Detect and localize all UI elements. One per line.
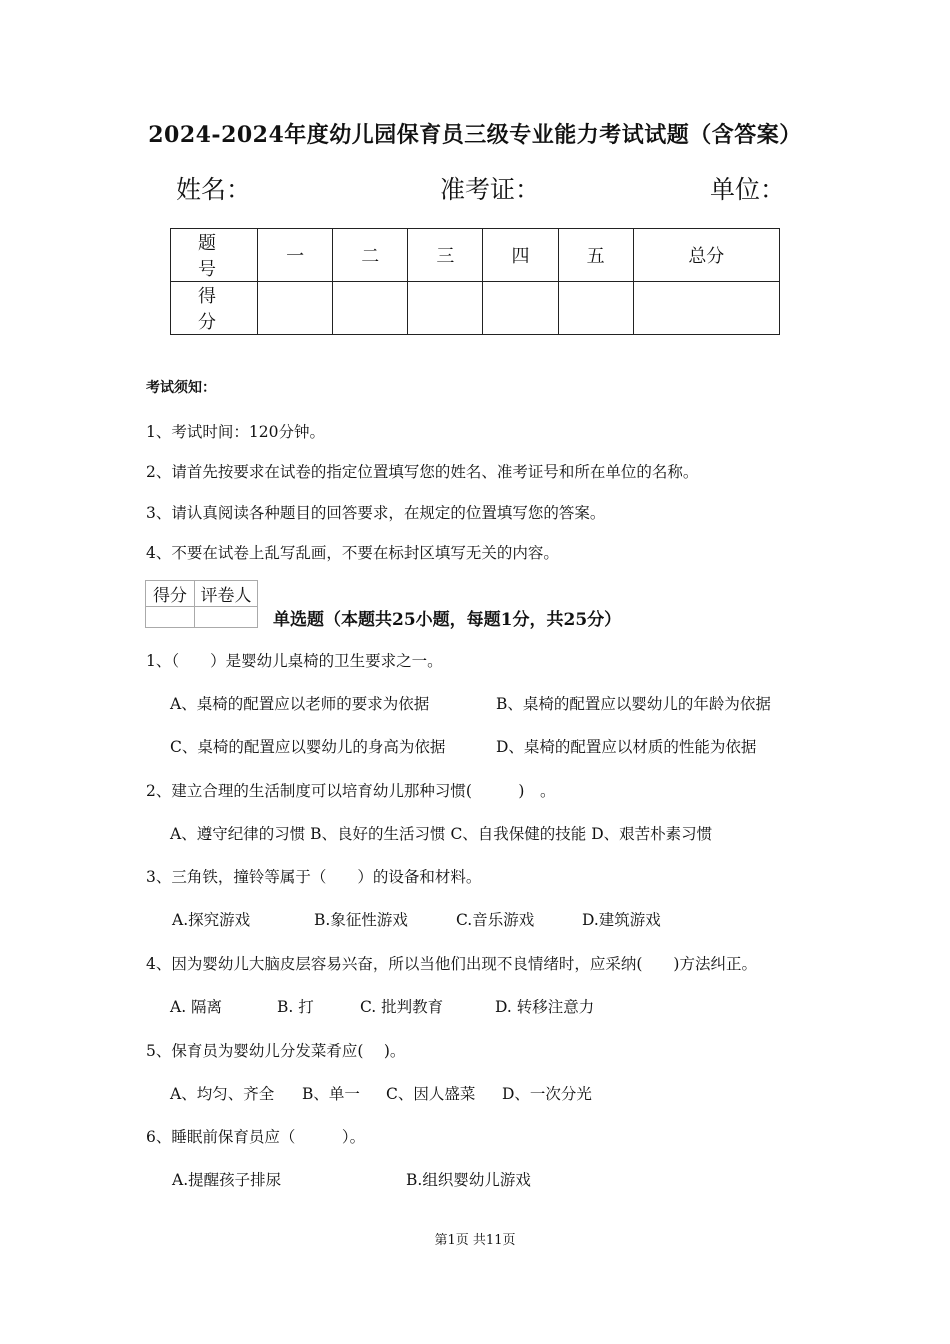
unit-label: 单位： [710,175,786,204]
grader-reviewer-cell[interactable] [195,607,258,628]
question-option: D.建筑游戏 [582,911,661,929]
question-stem: 2、建立合理的生活制度可以培育幼儿那种习惯( ) 。 [146,782,556,800]
score-cell[interactable] [558,282,633,335]
score-header-cell: 三 [408,229,483,282]
section-title: 单选题（本题共25小题，每题1分，共25分） [273,610,622,630]
question-option: D、一次分光 [502,1085,592,1103]
question-option: A.提醒孩子排尿 [172,1171,282,1189]
question-option: B. 打 [277,998,314,1016]
score-cell[interactable] [483,282,558,335]
grader-box [145,580,258,628]
score-row-label: 得 分 [171,282,258,335]
score-cell[interactable] [633,282,779,335]
notice-title: 考试须知： [146,380,216,396]
grader-score-cell[interactable] [146,607,195,628]
question-stem: 4、因为婴幼儿大脑皮层容易兴奋，所以当他们出现不良情绪时，应采纳( )方法纠正。 [146,955,757,973]
score-header-cell: 题 号 [171,229,258,282]
question-stem: 1、（ ）是婴幼儿桌椅的卫生要求之一。 [146,652,443,670]
question-option: B.组织婴幼儿游戏 [406,1171,531,1189]
page-footer: 第1页 共11页 [434,1233,516,1248]
notice-item: 4、不要在试卷上乱写乱画，不要在标封区填写无关的内容。 [146,544,559,562]
question-option: B、单一 [302,1085,360,1103]
question-stem: 5、保育员为婴幼儿分发菜肴应( )。 [146,1042,406,1060]
notice-item: 3、请认真阅读各种题目的回答要求，在规定的位置填写您的答案。 [146,504,606,522]
question-option: C、桌椅的配置应以婴幼儿的身高为依据 [170,738,446,756]
question-option: C、因人盛菜 [386,1085,476,1103]
question-option: B.象征性游戏 [314,911,408,929]
notice-item: 2、请首先按要求在试卷的指定位置填写您的姓名、准考证号和所在单位的名称。 [146,463,699,481]
score-table-score-row [171,282,780,335]
question-option: C.音乐游戏 [456,911,535,929]
question-option: C. 批判教育 [360,998,444,1016]
score-header-cell: 总分 [633,229,779,282]
score-table [170,228,780,335]
question-option: A. 隔离 [170,998,223,1016]
score-header-cell: 二 [333,229,408,282]
notice-item: 1、考试时间：120分钟。 [146,423,325,441]
question-stem: 6、睡眠前保育员应（ ）。 [146,1128,366,1146]
score-cell[interactable] [258,282,333,335]
score-table-header-row [171,229,780,282]
score-cell[interactable] [408,282,483,335]
question-option: A、桌椅的配置应以老师的要求为依据 [170,695,430,713]
name-label: 姓名： [176,175,252,204]
question-stem: 3、三角铁，撞铃等属于（ ）的设备和材料。 [146,868,482,886]
page-title: 2024-2024年度幼儿园保育员三级专业能力考试试题（含答案） [148,122,802,148]
question-option: D. 转移注意力 [495,998,595,1016]
question-option: B、桌椅的配置应以婴幼儿的年龄为依据 [496,695,771,713]
score-header-cell: 四 [483,229,558,282]
grader-score-label: 得分 [146,581,195,607]
question-option: A、均匀、齐全 [170,1085,275,1103]
score-header-cell: 一 [258,229,333,282]
score-cell[interactable] [333,282,408,335]
score-header-cell: 五 [558,229,633,282]
exam-number-label: 准考证： [440,175,541,204]
question-option: D、桌椅的配置应以材质的性能为依据 [496,738,757,756]
question-option: A.探究游戏 [172,911,251,929]
question-option: A、遵守纪律的习惯 B、良好的生活习惯 C、自我保健的技能 D、艰苦朴素习惯 [170,825,713,843]
grader-reviewer-label: 评卷人 [195,581,258,607]
